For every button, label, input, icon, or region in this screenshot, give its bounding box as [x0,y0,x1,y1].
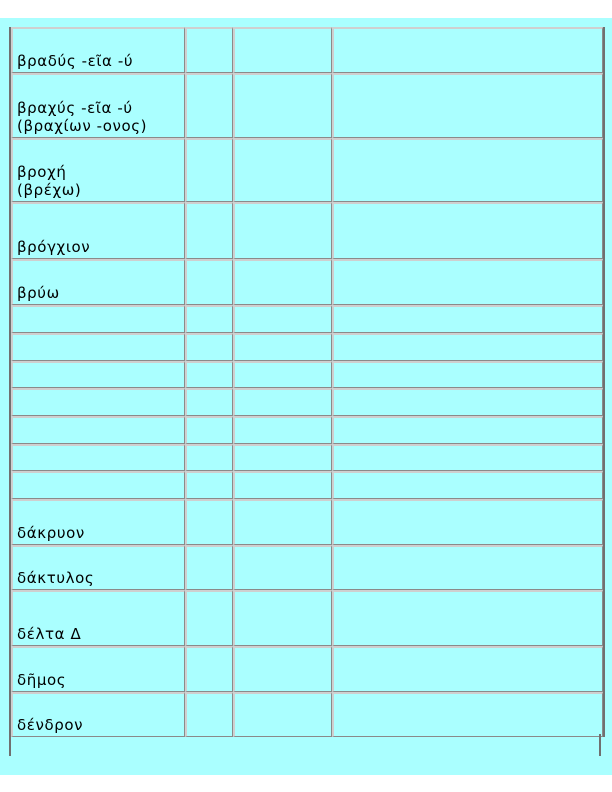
blank-cell[interactable] [233,138,332,202]
blank-cell[interactable] [332,590,603,646]
blank-cell[interactable] [233,545,332,590]
blank-cell[interactable] [233,416,332,444]
blank-cell[interactable] [185,361,233,388]
blank-cell[interactable] [185,444,233,471]
table-row [11,444,603,471]
table-row [11,590,603,646]
table-row [11,499,603,545]
blank-cell[interactable] [185,138,233,202]
blank-cell[interactable] [185,333,233,361]
table-row [11,305,603,333]
word-cell: δέλτα Δ [11,590,185,646]
blank-cell[interactable] [185,73,233,138]
word-cell: βραδύς -εῖα -ύ [11,27,185,73]
table-row [11,646,603,692]
blank-cell[interactable] [233,361,332,388]
table-row [11,361,603,388]
page-background [0,18,612,775]
blank-cell[interactable] [233,471,332,499]
blank-cell[interactable] [332,499,603,545]
table-row [11,333,603,361]
blank-cell[interactable] [332,333,603,361]
word-cell [11,416,185,444]
blank-cell[interactable] [233,646,332,692]
blank-cell[interactable] [233,388,332,416]
blank-cell[interactable] [332,545,603,590]
blank-cell[interactable] [332,444,603,471]
table-row [11,202,603,259]
word-cell [11,388,185,416]
blank-cell[interactable] [233,202,332,259]
blank-cell[interactable] [332,305,603,333]
blank-cell[interactable] [185,27,233,73]
word-cell: δάκτυλος [11,545,185,590]
blank-cell[interactable] [233,444,332,471]
table-row [11,27,603,73]
table-row [11,259,603,305]
blank-cell[interactable] [332,73,603,138]
word-cell: δένδρον [11,692,185,737]
word-cell: βροχή (βρέχω) [11,138,185,202]
blank-cell[interactable] [185,646,233,692]
blank-cell[interactable] [233,305,332,333]
blank-cell[interactable] [233,333,332,361]
blank-cell[interactable] [185,305,233,333]
blank-cell[interactable] [233,590,332,646]
word-cell: βραχύς -εῖα -ύ (βραχίων -ονος) [11,73,185,138]
blank-cell[interactable] [332,259,603,305]
blank-cell[interactable] [185,416,233,444]
blank-cell[interactable] [185,471,233,499]
blank-cell[interactable] [185,259,233,305]
table-row [11,416,603,444]
blank-cell[interactable] [185,590,233,646]
blank-cell[interactable] [332,202,603,259]
blank-cell[interactable] [233,73,332,138]
word-cell [11,361,185,388]
word-cell [11,444,185,471]
blank-cell[interactable] [233,692,332,737]
blank-cell[interactable] [332,138,603,202]
table-bottom-edge [9,734,601,756]
table-body [11,27,603,737]
word-cell [11,305,185,333]
word-cell [11,333,185,361]
blank-cell[interactable] [332,27,603,73]
blank-cell[interactable] [185,499,233,545]
word-cell: δάκρυον [11,499,185,545]
table-row [11,692,603,737]
blank-cell[interactable] [332,471,603,499]
blank-cell[interactable] [185,692,233,737]
word-cell: βρύω [11,259,185,305]
blank-cell[interactable] [332,416,603,444]
table-row [11,138,603,202]
word-cell [11,471,185,499]
table-row [11,388,603,416]
blank-cell[interactable] [332,388,603,416]
blank-cell[interactable] [332,361,603,388]
blank-cell[interactable] [332,646,603,692]
blank-cell[interactable] [233,27,332,73]
table-row [11,471,603,499]
word-cell: δῆμος [11,646,185,692]
table-row [11,545,603,590]
blank-cell[interactable] [332,692,603,737]
blank-cell[interactable] [233,499,332,545]
vocabulary-table [9,27,605,737]
word-cell: βρόγχιον [11,202,185,259]
blank-cell[interactable] [185,545,233,590]
blank-cell[interactable] [185,388,233,416]
table-row [11,73,603,138]
blank-cell[interactable] [185,202,233,259]
blank-cell[interactable] [233,259,332,305]
